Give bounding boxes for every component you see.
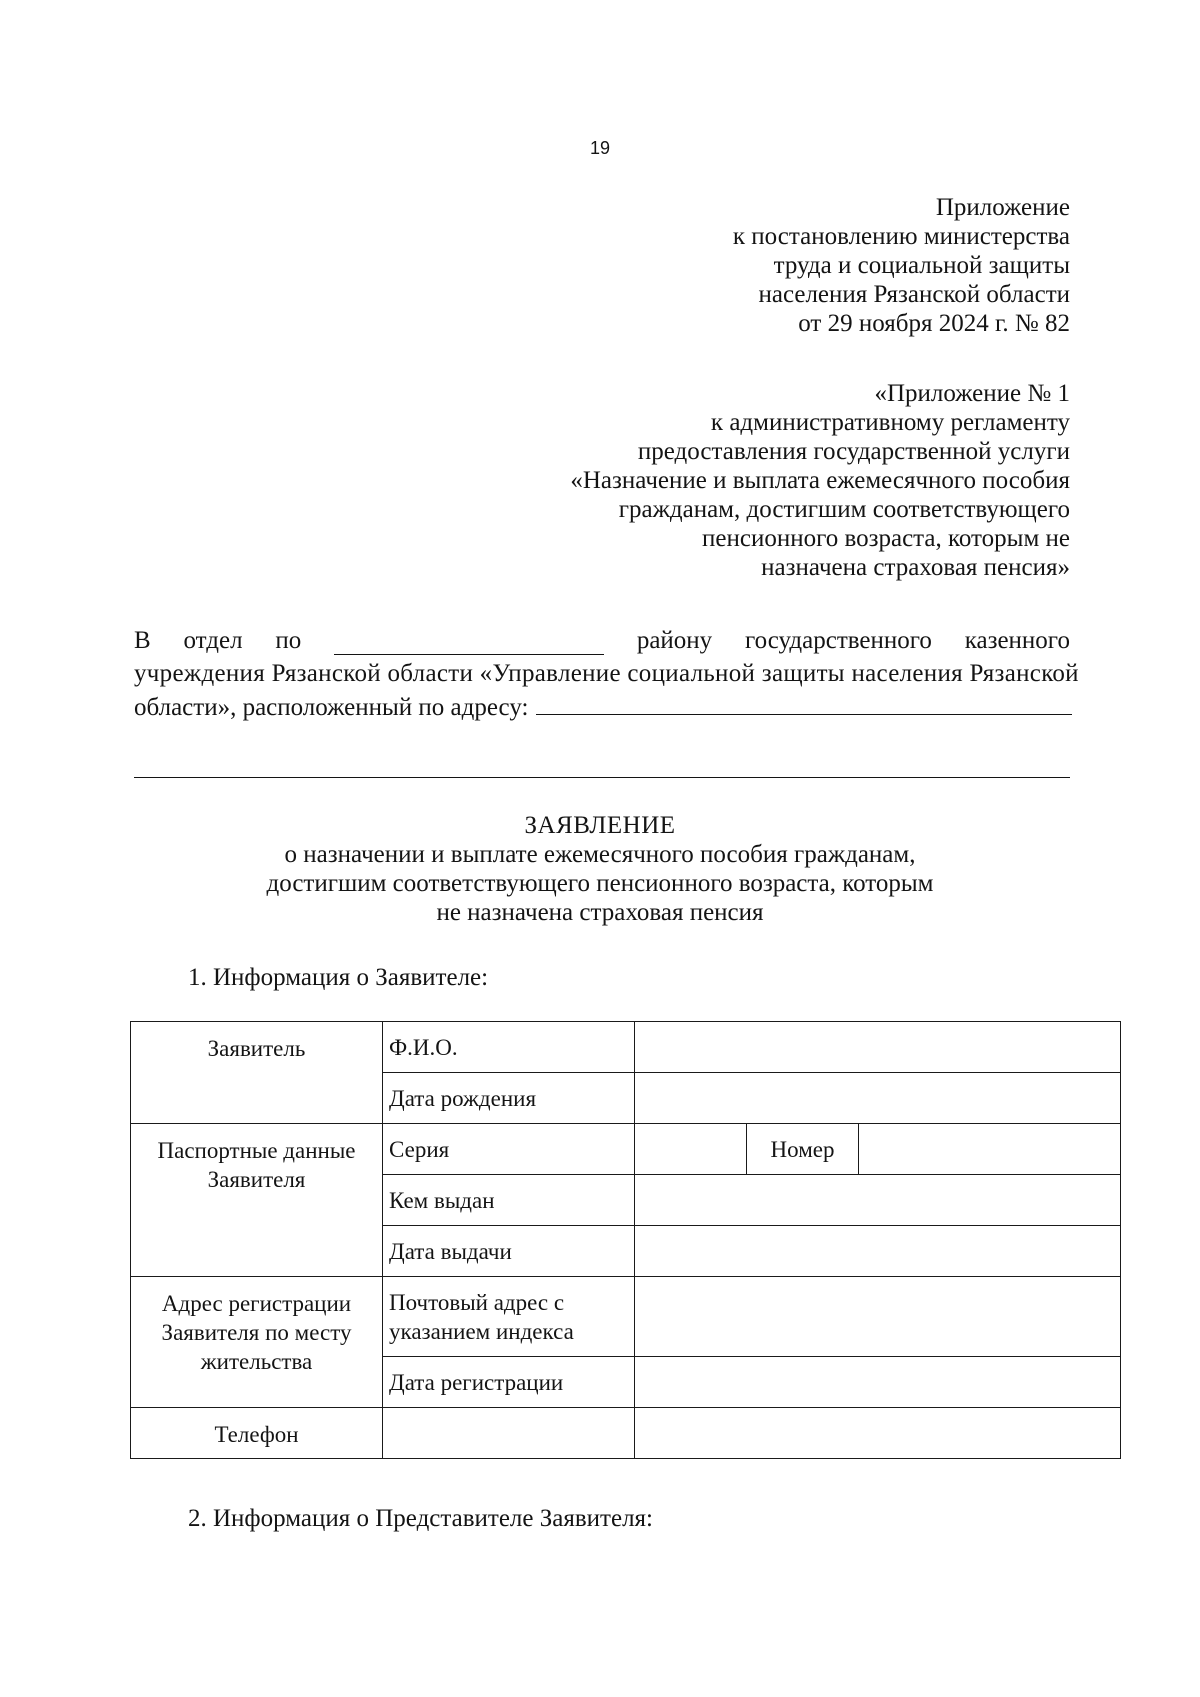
applicant-info-table — [130, 1021, 1121, 1459]
annex-line: к административному регламенту — [710, 409, 1070, 436]
issued-by-label: Кем выдан — [383, 1175, 635, 1226]
annex-line: предоставления государственной услуги — [637, 438, 1070, 465]
annex-line: «Назначение и выплата ежемесячного пособия — [570, 467, 1070, 494]
appendix-line: населения Рязанской области — [758, 281, 1070, 308]
birth-date-value-cell[interactable] — [635, 1073, 1121, 1124]
passport-category-line: Заявителя — [207, 1167, 306, 1192]
fio-value-cell[interactable] — [635, 1022, 1121, 1073]
addressee-word: казенного — [964, 627, 1070, 654]
number-label: Номер — [747, 1124, 859, 1175]
page-number: 19 — [589, 138, 611, 158]
addressee-line-1 — [134, 626, 1070, 655]
address-blank-field[interactable] — [536, 692, 1072, 715]
passport-category-cell — [131, 1124, 383, 1277]
annex-line: назначена страховая пенсия» — [761, 554, 1070, 581]
table-row — [131, 1277, 1121, 1357]
appendix-line: от 29 ноября 2024 г. № 82 — [798, 310, 1070, 337]
annex-header — [570, 379, 1070, 582]
postal-address-value-cell[interactable] — [635, 1277, 1121, 1357]
title-line: достигшим соответствующего пенсионного возраста, которым — [266, 870, 934, 897]
addressee-block — [134, 626, 1079, 721]
applicant-category-cell: Заявитель — [131, 1022, 383, 1124]
annex-line: пенсионного возраста, которым не — [702, 525, 1070, 552]
series-value-cell[interactable] — [635, 1124, 747, 1175]
registration-category-line: жительства — [200, 1349, 313, 1374]
registration-date-value-cell[interactable] — [635, 1357, 1121, 1408]
addressee-line-3 — [134, 692, 1070, 721]
postal-address-label — [383, 1277, 635, 1357]
appendix-line: труда и социальной защиты — [773, 252, 1070, 279]
title-heading: ЗАЯВЛЕНИЕ — [524, 812, 676, 839]
appendix-header — [733, 193, 1070, 338]
table-row — [131, 1022, 1121, 1073]
addressee-word: государственного — [744, 627, 932, 654]
annex-line: «Приложение № 1 — [874, 380, 1070, 407]
issue-date-label: Дата выдачи — [383, 1226, 635, 1277]
address-label: области», расположенный по адресу: — [134, 694, 529, 721]
phone-category-cell: Телефон — [131, 1408, 383, 1459]
phone-extra-cell[interactable] — [635, 1408, 1121, 1459]
title-line: о назначении и выплате ежемесячного пособия гражданам, — [284, 841, 916, 868]
appendix-line: Приложение — [935, 194, 1070, 221]
registration-date-label: Дата регистрации — [383, 1357, 635, 1408]
registration-category-line: Заявителя по месту — [161, 1320, 352, 1345]
section-1-heading: 1. Информация о Заявителе: — [188, 964, 489, 991]
addressee-line-2: учреждения Рязанской области «Управление социальной защиты населения Рязанской — [134, 660, 1079, 687]
addressee-word: району — [636, 627, 713, 654]
annex-line: гражданам, достигшим соответствующего — [618, 496, 1070, 523]
fio-label: Ф.И.О. — [383, 1022, 635, 1073]
postal-address-label-line: указанием индекса — [389, 1319, 574, 1344]
phone-value-cell[interactable] — [383, 1408, 635, 1459]
address-continuation-line[interactable] — [134, 777, 1070, 778]
addressee-word: по — [275, 627, 302, 654]
section-2-heading: 2. Информация о Представителе Заявителя: — [188, 1505, 653, 1532]
postal-address-label-line: Почтовый адрес с — [389, 1290, 565, 1315]
appendix-line: к постановлению министерства — [732, 223, 1070, 250]
registration-category-cell — [131, 1277, 383, 1408]
number-value-cell[interactable] — [859, 1124, 1121, 1175]
registration-category-line: Адрес регистрации — [161, 1291, 352, 1316]
district-blank-field[interactable] — [334, 632, 604, 655]
table-row — [131, 1124, 1121, 1175]
issue-date-value-cell[interactable] — [635, 1226, 1121, 1277]
title-line: не назначена страховая пенсия — [436, 899, 764, 926]
issued-by-value-cell[interactable] — [635, 1175, 1121, 1226]
application-title — [0, 811, 1200, 927]
table-row — [131, 1408, 1121, 1459]
addressee-word: отдел — [183, 627, 243, 654]
passport-category-line: Паспортные данные — [157, 1138, 356, 1163]
series-label: Серия — [383, 1124, 635, 1175]
birth-date-label: Дата рождения — [383, 1073, 635, 1124]
addressee-word: В — [134, 627, 151, 654]
